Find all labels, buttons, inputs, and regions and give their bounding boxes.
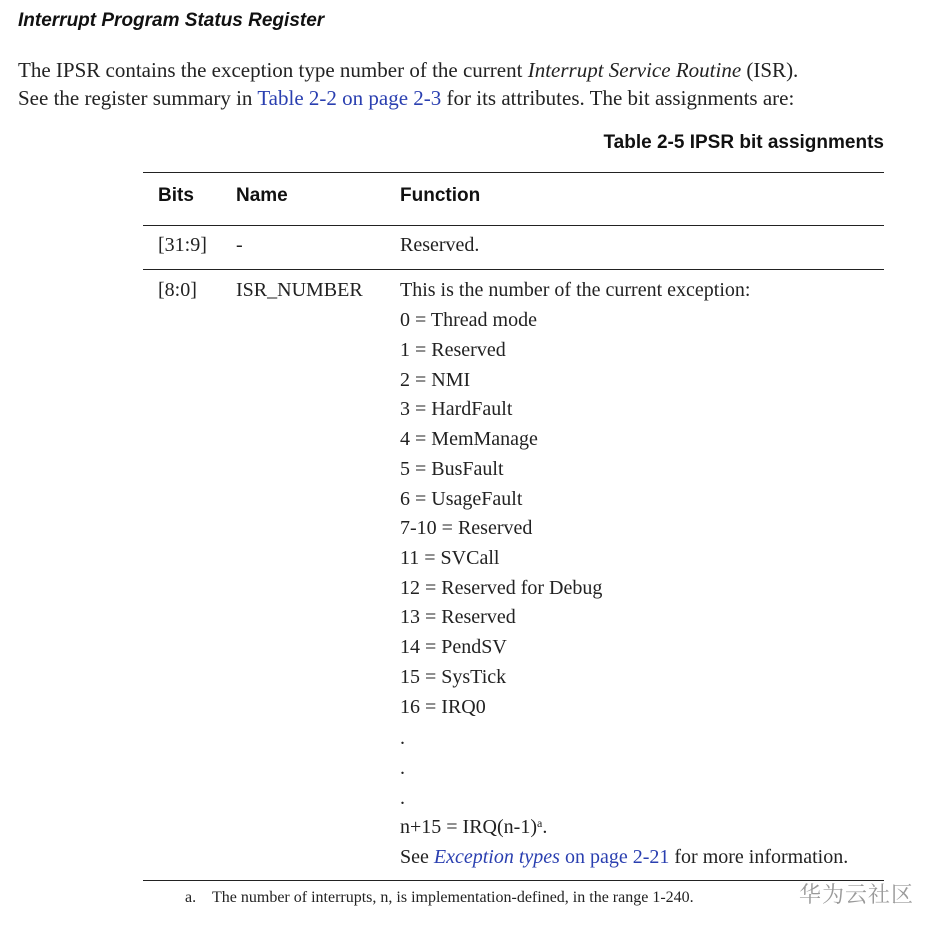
see-suffix: for more information.	[669, 846, 849, 868]
exception-value: 12 = Reserved for Debug	[400, 577, 603, 599]
exception-value: 2 = NMI	[400, 369, 471, 391]
intro-paragraph	[18, 56, 918, 112]
table-title: Table 2-5 IPSR bit assignments	[603, 132, 884, 153]
exception-value: 5 = BusFault	[400, 458, 504, 480]
exception-value: 11 = SVCall	[400, 547, 500, 569]
exception-value: 7-10 = Reserved	[400, 517, 533, 539]
row2-name: ISR_NUMBER	[236, 279, 363, 301]
exception-value: 1 = Reserved	[400, 339, 506, 361]
ellipsis-dot: .	[400, 757, 405, 779]
irq-n-end: .	[542, 816, 548, 838]
intro-text-4: for its attributes. The bit assignments are:	[441, 86, 795, 110]
intro-text-3: See the register summary in	[18, 86, 258, 110]
ellipsis-dot: .	[400, 787, 405, 809]
footnote	[185, 889, 694, 907]
row2-function-intro: This is the number of the current exception:	[400, 279, 751, 301]
section-heading: Interrupt Program Status Register	[18, 10, 325, 31]
row1-name: -	[236, 234, 243, 256]
exception-value: 0 = Thread mode	[400, 309, 537, 331]
exception-value: 6 = UsageFault	[400, 488, 523, 510]
header-rule	[143, 225, 884, 226]
exception-value: 4 = MemManage	[400, 428, 538, 450]
intro-text-1: The IPSR contains the exception type number of the current	[18, 58, 528, 82]
row-divider	[143, 269, 884, 270]
exception-value: 14 = PendSV	[400, 636, 507, 658]
ellipsis-dot: .	[400, 727, 405, 749]
exception-types-link-page: on page 2-21	[559, 846, 670, 868]
table-top-rule	[143, 172, 884, 173]
footnote-mark: a.	[185, 889, 197, 906]
irq-n-value	[400, 816, 547, 839]
header-name: Name	[236, 185, 288, 206]
exception-types-link-italic: Exception types	[433, 846, 560, 868]
see-more-line	[400, 846, 848, 869]
footnote-text: The number of interrupts, n, is implementation-defined, in the range 1-240.	[212, 889, 694, 906]
row1-function: Reserved.	[400, 234, 480, 256]
exception-value: 13 = Reserved	[400, 606, 516, 628]
exception-value: 3 = HardFault	[400, 398, 513, 420]
watermark: 华为云社区	[798, 883, 914, 908]
table-bottom-rule	[143, 880, 884, 881]
exception-value: 16 = IRQ0	[400, 696, 486, 718]
header-function: Function	[400, 185, 481, 206]
see-prefix: See	[400, 846, 434, 868]
footnote-ref[interactable]: a	[536, 816, 543, 830]
intro-line-1	[18, 56, 918, 84]
row1-bits: [31:9]	[158, 234, 207, 256]
isr-term: Interrupt Service Routine	[527, 58, 742, 82]
intro-line-2	[18, 84, 918, 112]
irq-n-text: n+15 = IRQ(n-1)	[400, 816, 537, 838]
exception-types-link[interactable]	[434, 846, 669, 868]
row2-bits: [8:0]	[158, 279, 197, 301]
header-bits: Bits	[158, 185, 194, 206]
exception-value: 15 = SysTick	[400, 666, 507, 688]
table-2-2-link[interactable]: Table 2-2 on page 2-3	[257, 86, 442, 110]
intro-text-2: (ISR).	[741, 58, 799, 82]
